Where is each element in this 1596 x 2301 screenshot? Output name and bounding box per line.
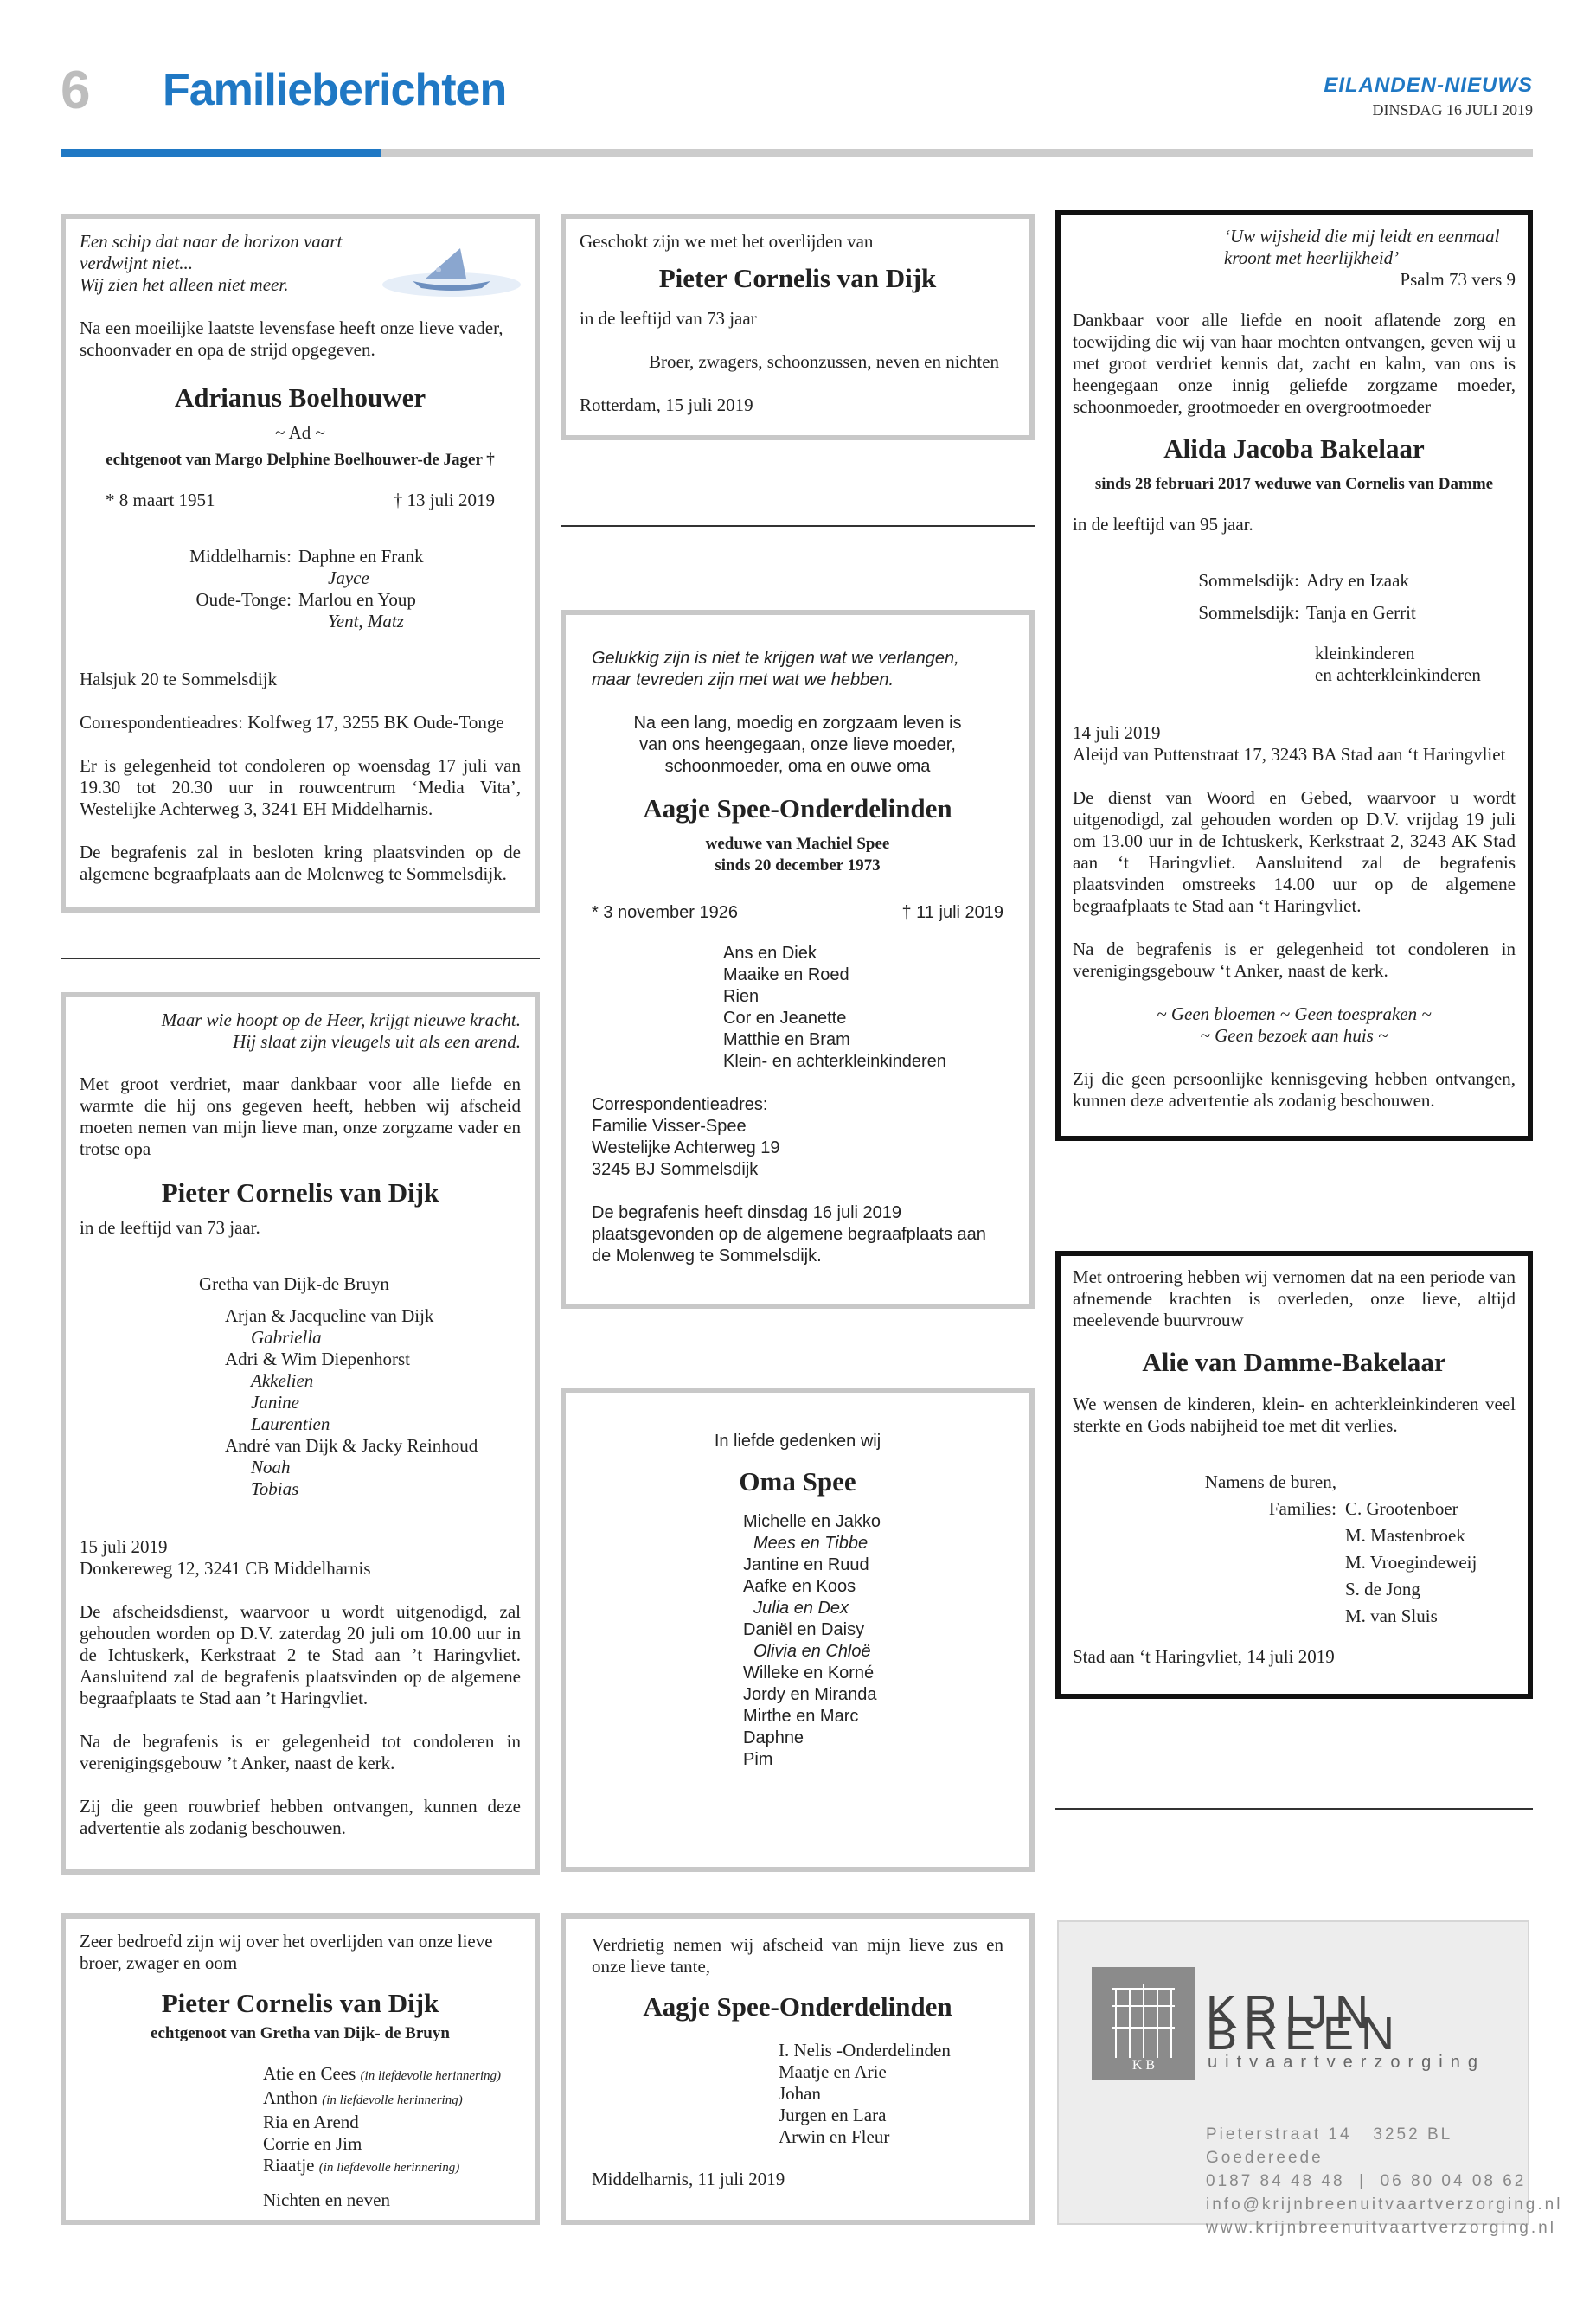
funeral-info: De begrafenis heeft dinsdag 16 juli 2019 plaatsgevonden op de algemene begraafplaats aan de Molenweg te Sommelsdijk. bbox=[592, 1203, 986, 1266]
child-names: André van Dijk & Jacky Reinhoud bbox=[225, 1435, 478, 1456]
others-line: Nichten en neven bbox=[263, 2189, 390, 2210]
intro-text: Met ontroering hebben wij vernomen dat na een periode van afnemende krachten is overleden, onze lieve, altijd meelevende buurvrouw bbox=[1073, 1266, 1516, 1330]
notice-date: 14 juli 2019 bbox=[1073, 722, 1161, 743]
on-behalf-label: Namens de buren, bbox=[1204, 1471, 1336, 1492]
deceased-name: Alie van Damme-Bakelaar bbox=[1142, 1347, 1446, 1377]
notice-pieter-van-dijk-relatives bbox=[61, 1913, 540, 2225]
family-line: Klein- en achterkleinkinderen bbox=[723, 1052, 946, 1071]
home-address: Aleijd van Puttenstraat 17, 3243 BA Stad aan ‘t Haringvliet bbox=[1073, 744, 1506, 765]
family-line: Jordy en Miranda bbox=[743, 1685, 877, 1704]
family-line: Johan bbox=[779, 2083, 821, 2104]
street-address: Pieterstraat 14 bbox=[1206, 2125, 1352, 2144]
psalm-reference: Psalm 73 vers 9 bbox=[1400, 269, 1516, 290]
service-info: De dienst van Woord en Gebed, waarvoor u wordt uitgenodigd, zal gehouden worden op D.V. vrijdag 19 juli om 13.00 uur in de Ichtuskerk, Kerkstraat 2, 3243 AK Stad aan ‘t Haringvliet. Aansluitend zal de begrafenis plaatsvinden omstreeks 14.00 uur op de algemene begraafplaats te Stad aan ‘t Haringvliet. bbox=[1073, 787, 1516, 916]
family-names: Ria en Arend bbox=[263, 2112, 359, 2132]
family-name: M. van Sluis bbox=[1345, 1606, 1438, 1626]
quote-line: kroont met heerlijkheid’ bbox=[1224, 247, 1400, 268]
ship-icon bbox=[378, 231, 525, 313]
krijn-breen-logo bbox=[1092, 1967, 1195, 2080]
city-address: 3252 BL Goedereede bbox=[1206, 2125, 1452, 2167]
family-names: Corrie en Jim bbox=[263, 2133, 362, 2154]
family-line: Jantine en Ruud bbox=[743, 1555, 869, 1574]
family-name: C. Grootenboer bbox=[1345, 1498, 1458, 1519]
notice-adrianus-boelhouwer bbox=[61, 214, 540, 913]
deceased-name: Pieter Cornelis van Dijk bbox=[161, 1988, 439, 2018]
notice-date: 15 juli 2019 bbox=[80, 1536, 168, 1557]
notice-pieter-van-dijk-siblings bbox=[561, 214, 1035, 440]
deceased-name: Adrianus Boelhouwer bbox=[174, 382, 426, 413]
ad-krijn-breen: K B KRIJN BREEN uitvaartverzorging Pieterstraat 14 3252 BL Goedereede 0187 84 48 48 | 06 80 04 08 62 info@krijnbreenuitvaartverzorging.nl www.krijnbreenuitvaartverzorging.nl bbox=[1057, 1920, 1529, 2225]
family-names: Adry en Izaak bbox=[1306, 570, 1409, 591]
correspondence-address: Correspondentieadres: Kolfweg 17, 3255 BK Oude-Tonge bbox=[80, 712, 504, 733]
family-line: Pim bbox=[743, 1750, 773, 1769]
family-place: Sommelsdijk: bbox=[1198, 570, 1299, 591]
family-place: Sommelsdijk: bbox=[1198, 602, 1299, 623]
grandchild-name: Noah bbox=[251, 1457, 291, 1477]
family-name: M. Vroegindeweij bbox=[1345, 1552, 1477, 1573]
quote-line: ‘Uw wijsheid die mij leidt en eenmaal bbox=[1224, 226, 1500, 247]
family-names: Marlou en Youp bbox=[298, 589, 416, 610]
families-label: Families: bbox=[1268, 1498, 1336, 1519]
funeral-info: De begrafenis zal in besloten kring plaatsvinden op de algemene begraafplaats aan de Molenweg te Sommelsdijk. bbox=[80, 842, 521, 884]
grandchildren-line: en achterkleinkinderen bbox=[1315, 664, 1481, 685]
child-names: Arjan & Jacqueline van Dijk bbox=[225, 1305, 434, 1326]
website-link[interactable]: www.krijnbreenuitvaartverzorging.nl bbox=[1206, 2219, 1556, 2237]
notice-alie-van-damme-bakelaar bbox=[1055, 1251, 1533, 1699]
age-line: in de leeftijd van 73 jaar bbox=[580, 308, 757, 329]
correspondence-line: Westelijke Achterweg 19 bbox=[592, 1138, 780, 1157]
wife-name: Gretha van Dijk-de Bruyn bbox=[199, 1273, 389, 1294]
correspondence-line: 3245 BJ Sommelsdijk bbox=[592, 1160, 759, 1179]
intro-text: In liefde gedenken wij bbox=[714, 1432, 881, 1451]
family-line: Mirthe en Marc bbox=[743, 1707, 859, 1726]
notice-aagje-spee-sister bbox=[561, 1913, 1035, 2225]
deceased-name: Aagje Spee-Onderdelinden bbox=[643, 793, 952, 824]
spouse-line: echtgenoot van Gretha van Dijk- de Bruyn bbox=[151, 2024, 450, 2042]
grandchild-name: Janine bbox=[251, 1392, 299, 1413]
family-line: Arwin en Fleur bbox=[779, 2126, 890, 2147]
place-date: Middelharnis, 11 juli 2019 bbox=[592, 2169, 785, 2189]
family-line: Maaike en Roed bbox=[723, 965, 849, 984]
intro-text: Verdrietig nemen wij afscheid van mijn lieve zus en onze lieve tante, bbox=[592, 1934, 1003, 1977]
family-line: Daphne bbox=[743, 1728, 804, 1747]
intro-text: Zeer bedroefd zijn wij over het overlijden van onze lieve broer, zwager en oom bbox=[80, 1931, 493, 1973]
family-names: Atie en Cees bbox=[263, 2063, 356, 2084]
condolence-info: Na de begrafenis is er gelegenheid tot condoleren in verenigingsgebouw ’t Anker, naast de kerk. bbox=[80, 1731, 521, 1773]
family-line: Olivia en Chloë bbox=[753, 1642, 871, 1661]
poem-line: Wij zien het alleen niet meer. bbox=[80, 274, 289, 295]
poem-line: verdwijnt niet... bbox=[80, 253, 194, 273]
place-date: Stad aan ‘t Haringvliet, 14 juli 2019 bbox=[1073, 1646, 1335, 1667]
intro-line: schoonmoeder, oma en ouwe oma bbox=[664, 757, 931, 776]
divider bbox=[1055, 1808, 1533, 1810]
birth-date: * 3 november 1926 bbox=[592, 903, 739, 922]
family-name: S. de Jong bbox=[1345, 1579, 1420, 1599]
quote-line: maar tevreden zijn met wat we hebben. bbox=[592, 670, 894, 689]
intro-text: Na een moeilijke laatste levensfase heeft onze lieve vader, schoonvader en opa de strijd opgegeven. bbox=[80, 317, 503, 360]
no-visit-line: ~ Geen bezoek aan huis ~ bbox=[1200, 1025, 1388, 1046]
phone-number: 0187 84 48 48 bbox=[1206, 2172, 1345, 2190]
page-number: 6 bbox=[61, 61, 91, 120]
wish-text: We wensen de kinderen, klein- en achterkleinkinderen veel sterkte en Gods nabijheid toe met dit verlies. bbox=[1073, 1394, 1516, 1436]
family-names: Tanja en Gerrit bbox=[1306, 602, 1416, 623]
email-link[interactable]: info@krijnbreenuitvaartverzorging.nl bbox=[1206, 2195, 1563, 2214]
company-tagline: uitvaartverzorging bbox=[1208, 2053, 1485, 2072]
home-address: Halsjuk 20 te Sommelsdijk bbox=[80, 669, 278, 689]
deceased-name: Alida Jacoba Bakelaar bbox=[1163, 433, 1425, 464]
notice-alida-jacoba-bakelaar bbox=[1055, 210, 1533, 1141]
grandchild-name: Laurentien bbox=[251, 1413, 330, 1434]
notice-pieter-van-dijk-family bbox=[61, 992, 540, 1875]
family-line: Maatje en Arie bbox=[779, 2061, 887, 2082]
notice-aagje-spee-onderdelinden bbox=[561, 610, 1035, 1309]
place-date: Rotterdam, 15 juli 2019 bbox=[580, 394, 753, 415]
notice-oma-spee bbox=[561, 1388, 1035, 1872]
logo-letters: K B bbox=[1131, 2058, 1156, 2073]
widow-line: sinds 28 februari 2017 weduwe van Cornelis van Damme bbox=[1094, 475, 1494, 493]
family-line: Rien bbox=[723, 987, 760, 1006]
death-date: † 13 juli 2019 bbox=[393, 490, 495, 510]
family-names: Riaatje bbox=[263, 2155, 315, 2176]
issue-date: DINSDAG 16 JULI 2019 bbox=[1372, 101, 1533, 119]
family-line: Broer, zwagers, schoonzussen, neven en nichten bbox=[649, 351, 1000, 372]
family-line: Jurgen en Lara bbox=[779, 2105, 887, 2125]
family-line: Julia en Dex bbox=[753, 1599, 849, 1618]
notice-text: Zij die geen rouwbrief hebben ontvangen, kunnen deze advertentie als zodanig beschouwen. bbox=[80, 1796, 521, 1838]
family-place: Middelharnis: bbox=[189, 546, 292, 567]
widow-line: sinds 20 december 1973 bbox=[715, 856, 881, 875]
deceased-name: Pieter Cornelis van Dijk bbox=[161, 1177, 439, 1208]
nickname: ~ Ad ~ bbox=[275, 422, 325, 443]
spouse-line: echtgenoot van Margo Delphine Boelhouwer-de Jager † bbox=[106, 451, 495, 469]
no-flowers-line: ~ Geen bloemen ~ Geen toespraken ~ bbox=[1157, 1003, 1432, 1024]
intro-line: van ons heengegaan, onze lieve moeder, bbox=[639, 735, 956, 754]
divider bbox=[61, 958, 540, 959]
family-kids: Jayce bbox=[328, 567, 369, 588]
deceased-name: Pieter Cornelis van Dijk bbox=[658, 263, 937, 293]
section-title: Familieberichten bbox=[163, 65, 507, 115]
family-note: (in liefdevolle herinnering) bbox=[322, 2093, 463, 2107]
quote-line: Hij slaat zijn vleugels uit als een arend. bbox=[233, 1031, 521, 1052]
grandchild-name: Gabriella bbox=[251, 1327, 322, 1348]
birth-date: * 8 maart 1951 bbox=[106, 490, 215, 510]
family-names: Daphne en Frank bbox=[298, 546, 424, 567]
child-names: Adri & Wim Diepenhorst bbox=[225, 1349, 410, 1369]
age-line: in de leeftijd van 95 jaar. bbox=[1073, 514, 1253, 535]
deceased-name: Aagje Spee-Onderdelinden bbox=[643, 1991, 952, 2022]
age-line: in de leeftijd van 73 jaar. bbox=[80, 1217, 260, 1238]
death-date: † 11 juli 2019 bbox=[901, 903, 1003, 922]
intro-text: Met groot verdriet, maar dankbaar voor alle liefde en warmte die hij ons gegeven heeft, hebben wij afscheid moeten nemen van mijn lieve man, onze zorgzame vader en trotse opa bbox=[80, 1074, 521, 1159]
family-line: Mees en Tibbe bbox=[753, 1534, 869, 1553]
family-line: Daniël en Daisy bbox=[743, 1620, 865, 1639]
grandchild-name: Tobias bbox=[251, 1478, 299, 1499]
company-name: KRIJN BREEN bbox=[1206, 1986, 1402, 2060]
quote-line: Maar wie hoopt op de Heer, krijgt nieuwe kracht. bbox=[161, 1009, 521, 1030]
family-note: (in liefdevolle herinnering) bbox=[318, 2161, 460, 2175]
correspondence-line: Familie Visser-Spee bbox=[592, 1117, 747, 1136]
family-line: Willeke en Korné bbox=[743, 1663, 875, 1682]
widow-line: weduwe van Machiel Spee bbox=[705, 835, 890, 853]
family-name: M. Mastenbroek bbox=[1345, 1525, 1465, 1546]
condolence-info: Na de begrafenis is er gelegenheid tot condoleren in verenigingsgebouw ‘t Anker, naast de kerk. bbox=[1073, 939, 1516, 981]
deceased-name: Oma Spee bbox=[739, 1466, 856, 1497]
header-rule-accent bbox=[61, 149, 381, 157]
family-note: (in liefdevolle herinnering) bbox=[360, 2069, 501, 2083]
newspaper-logo: EILANDEN-NIEUWS bbox=[1324, 74, 1533, 97]
mobile-number: 06 80 04 08 62 bbox=[1380, 2172, 1527, 2190]
grandchild-name: Akkelien bbox=[251, 1370, 314, 1391]
poem-line: Een schip dat naar de horizon vaart bbox=[80, 231, 343, 252]
family-kids: Yent, Matz bbox=[328, 611, 404, 631]
building-icon bbox=[1092, 1967, 1195, 2080]
grandchildren-line: kleinkinderen bbox=[1315, 643, 1415, 663]
quote-line: Gelukkig zijn is niet te krijgen wat we verlangen, bbox=[592, 649, 959, 668]
service-info: De afscheidsdienst, waarvoor u wordt uitgenodigd, zal gehouden worden op D.V. zaterdag 20 juli om 10.00 uur in de Ichtuskerk, Kerkstraat 2 te Stad aan ’t Haringvliet. Aansluitend zal de begrafenis plaatsvinden op de algemene begraafplaats te Stad aan ’t Haringvliet. bbox=[80, 1601, 521, 1708]
intro-line: Na een lang, moedig en zorgzaam leven is bbox=[633, 714, 962, 733]
family-line: Aafke en Koos bbox=[743, 1577, 856, 1596]
family-line: Matthie en Bram bbox=[723, 1030, 850, 1049]
family-line: Cor en Jeanette bbox=[723, 1009, 847, 1028]
correspondence-line: Correspondentieadres: bbox=[592, 1095, 768, 1114]
intro-text: Geschokt zijn we met het overlijden van bbox=[580, 231, 874, 252]
family-line: I. Nelis -Onderdelinden bbox=[779, 2040, 951, 2061]
family-line: Michelle en Jakko bbox=[743, 1512, 881, 1531]
intro-text: Dankbaar voor alle liefde en nooit aflatende zorg en toewijding die wij van haar mochten ontvangen, geven wij u met groot verdriet kennis dat, zacht en kalm, van ons is heengegaan onze innig geliefde zorgzame moeder, schoonmoeder, grootmoeder en overgrootmoeder bbox=[1073, 310, 1516, 417]
home-address: Donkereweg 12, 3241 CB Middelharnis bbox=[80, 1558, 371, 1579]
divider bbox=[561, 525, 1035, 527]
condolence-info: Er is gelegenheid tot condoleren op woensdag 17 juli van 19.30 tot 20.30 uur in rouwcentrum ‘Media Vita’, Westelijke Achterweg 3, 3241 EH Middelharnis. bbox=[80, 755, 521, 819]
header-rule bbox=[381, 149, 1533, 157]
family-names: Anthon bbox=[263, 2087, 317, 2108]
family-line: Ans en Diek bbox=[723, 944, 817, 963]
notice-text: Zij die geen persoonlijke kennisgeving hebben ontvangen, kunnen deze advertentie als zodanig beschouwen. bbox=[1073, 1068, 1516, 1111]
family-place: Oude-Tonge: bbox=[195, 589, 292, 610]
